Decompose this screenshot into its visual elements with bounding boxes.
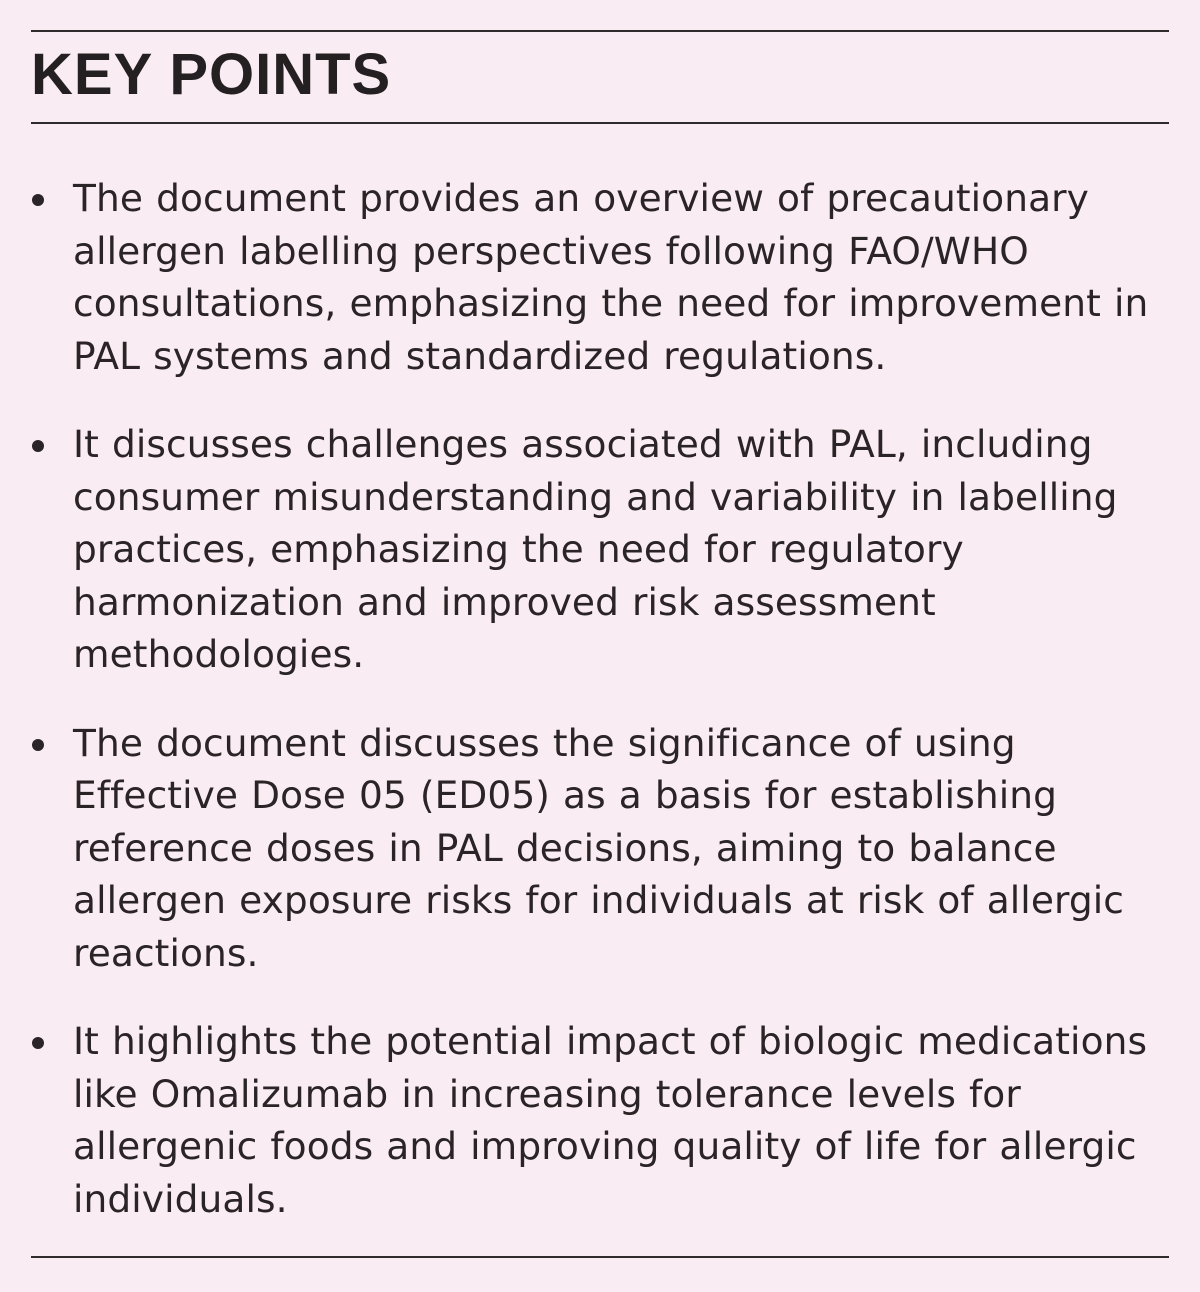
key-point-4 — [31, 1015, 1169, 1225]
bullet-icon — [32, 440, 44, 452]
key-point-2 — [31, 418, 1169, 681]
title-rule — [31, 122, 1169, 124]
bullet-icon — [32, 194, 44, 206]
key-point-text: It highlights the potential impact of biologic medications like Omalizumab in increasing tolerance levels for allergenic foods and improving quality of life for allergic individuals. — [73, 1019, 1148, 1221]
key-points-title: KEY POINTS — [31, 42, 392, 107]
key-point-text: The document discusses the significance of using Effective Dose 05 (ED05) as a basis for establishing reference doses in PAL decisions, aiming to balance allergen exposure risks for individuals at risk of allergic reactions. — [73, 720, 1124, 975]
top-rule — [31, 30, 1169, 32]
key-point-3 — [31, 717, 1169, 980]
bullet-icon — [32, 1037, 44, 1049]
key-points-list — [31, 172, 1169, 1261]
key-points-box — [31, 30, 1169, 1258]
bottom-rule — [31, 1256, 1169, 1258]
key-point-text: It discusses challenges associated with PAL, including consumer misunderstanding and variability in labelling practices, emphasizing the need for regulatory harmonization and improved risk assessment methodologies. — [73, 422, 1118, 676]
key-point-1 — [31, 172, 1169, 382]
key-point-text: The document provides an overview of precautionary allergen labelling perspectives following FAO/WHO consultations, emphasizing the need for improvement in PAL systems and standardized regulations. — [73, 176, 1149, 378]
bullet-icon — [32, 739, 44, 751]
